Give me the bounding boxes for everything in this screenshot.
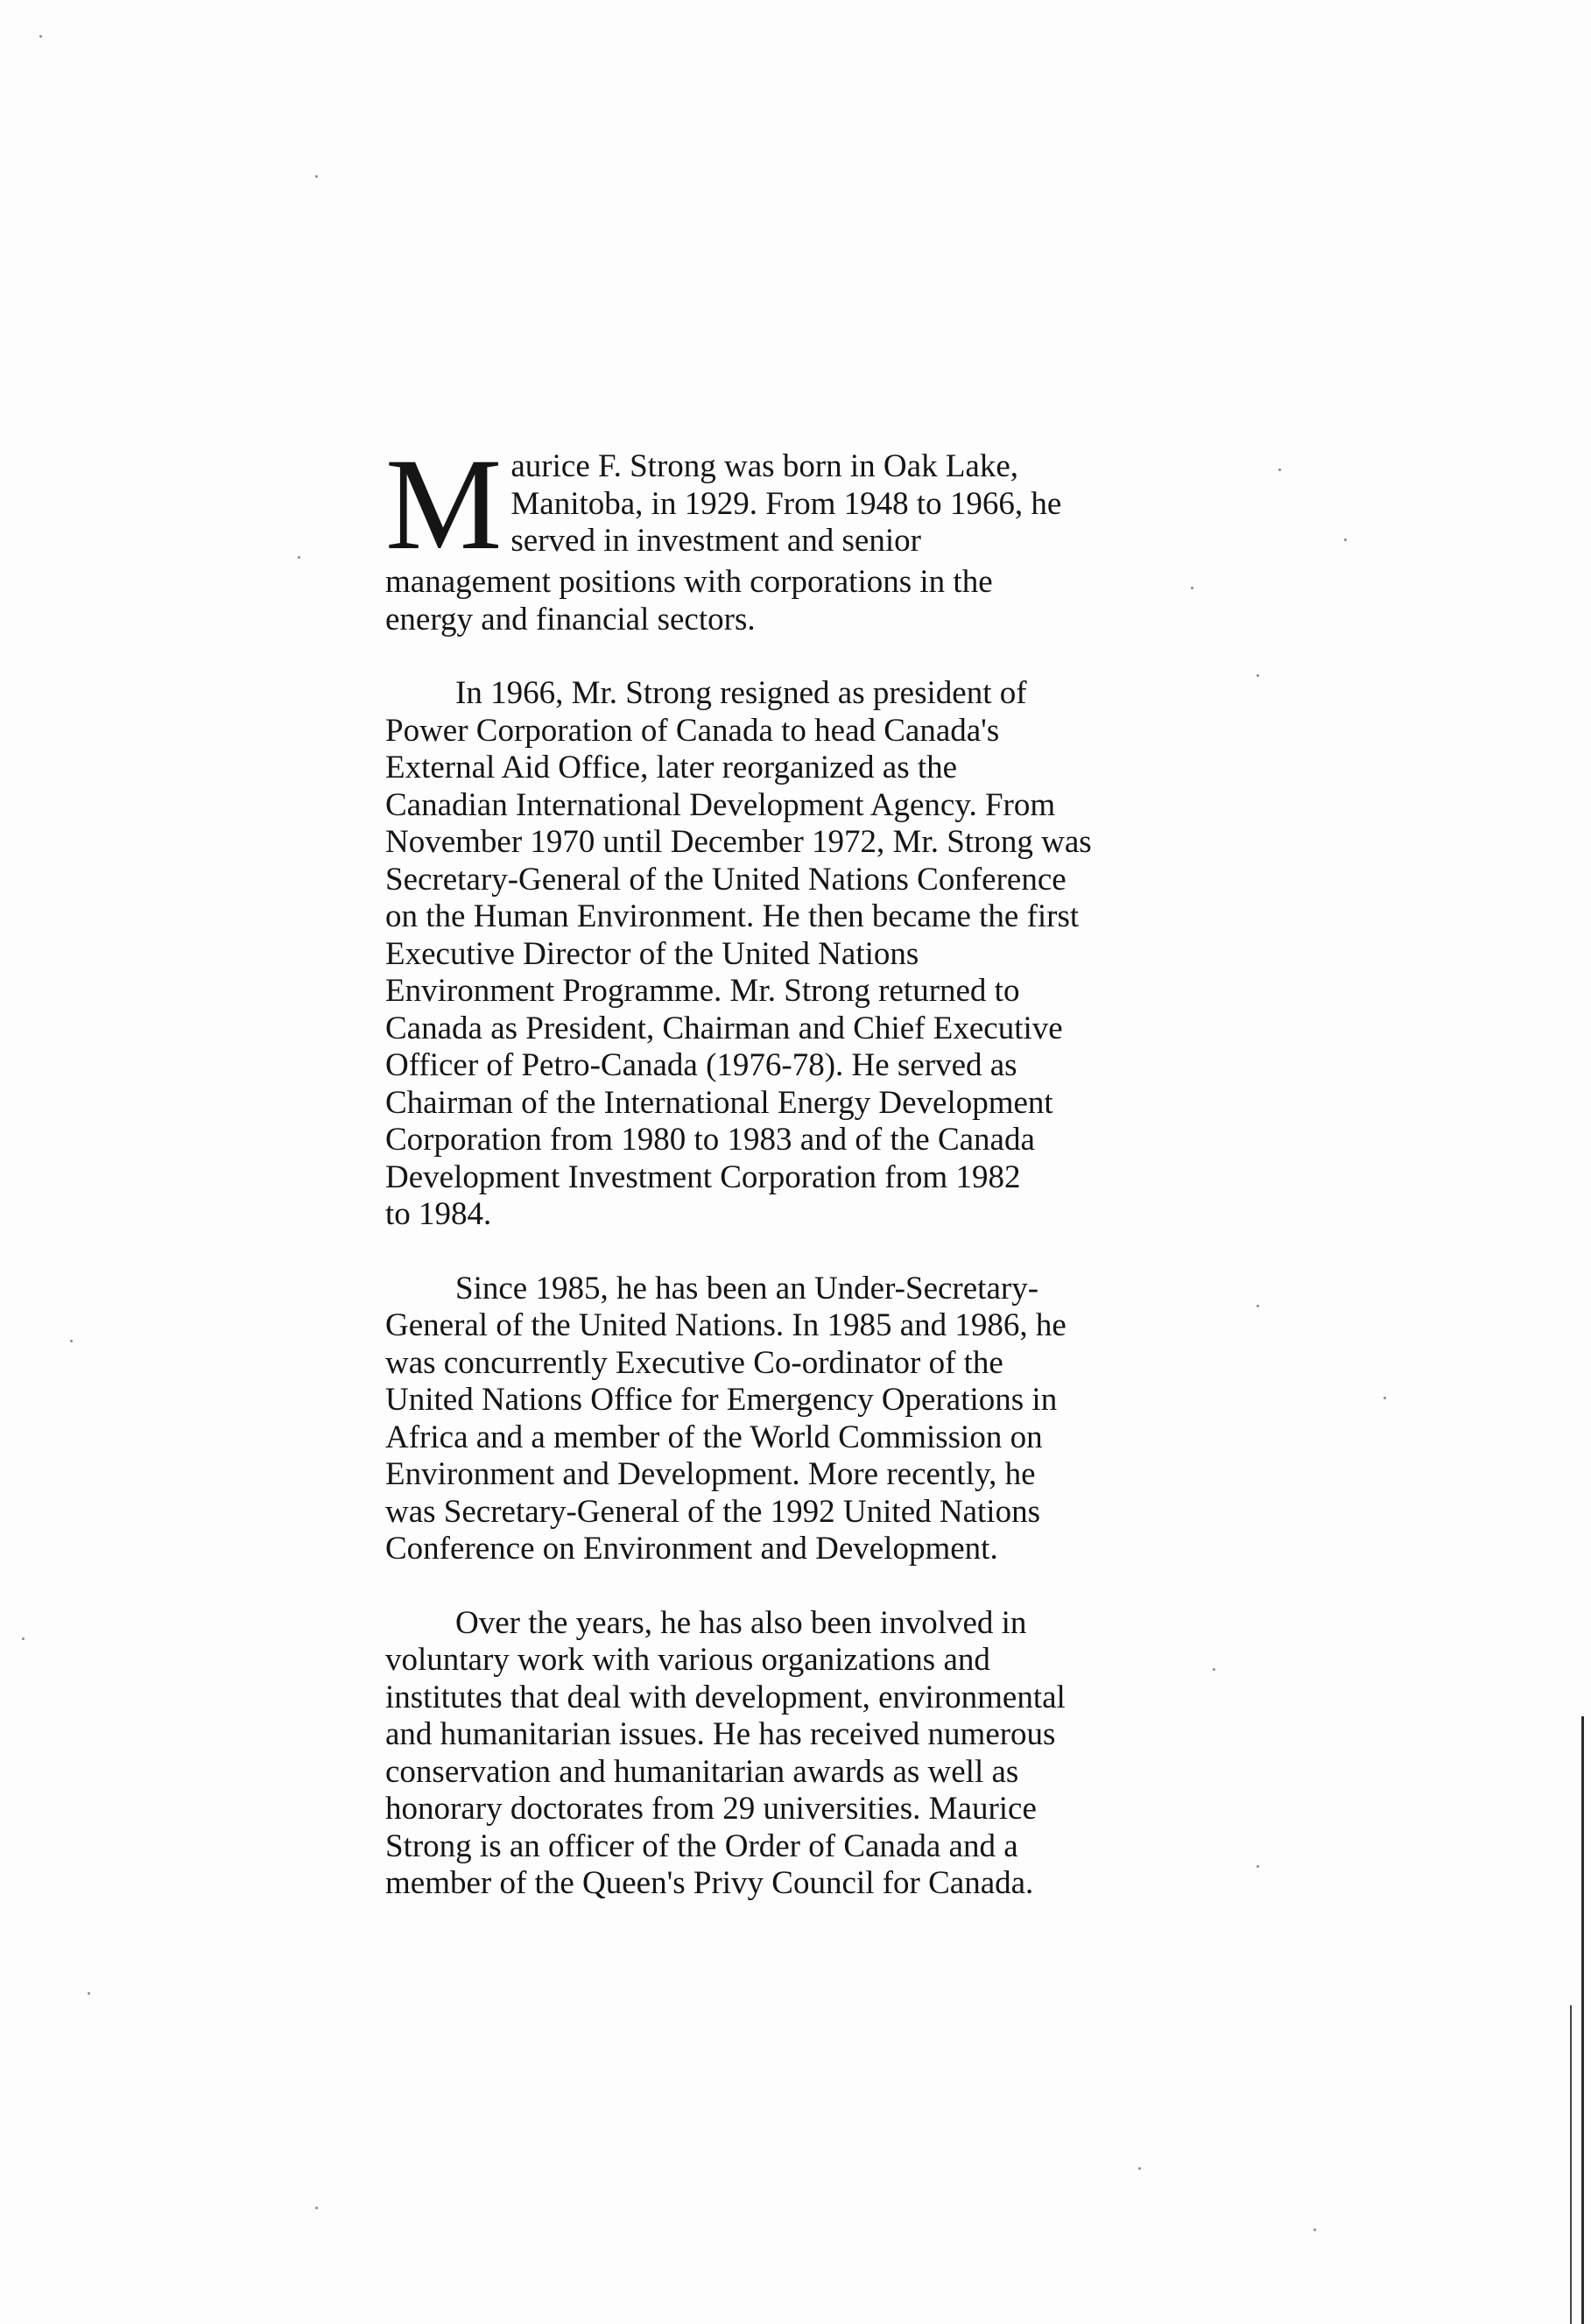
text-line: conservation and humanitarian awards as well as — [385, 1753, 1019, 1790]
text-line: institutes that deal with development, environmental — [385, 1679, 1066, 1715]
scan-speck — [1213, 1668, 1215, 1671]
text-line: Strong is an officer of the Order of Canada and a — [385, 1828, 1018, 1864]
text-line: Over the years, he has also been involved in — [455, 1604, 1027, 1641]
text-line: to 1984. — [385, 1196, 492, 1232]
scan-speck — [1383, 1397, 1386, 1399]
scan-edge-line — [1570, 2005, 1572, 2324]
scan-speck — [315, 175, 318, 178]
text-line: was Secretary-General of the 1992 United Nations — [385, 1493, 1040, 1530]
text-line: Officer of Petro-Canada (1976-78). He served as — [385, 1047, 1017, 1083]
scan-speck — [39, 35, 42, 38]
text-line: United Nations Office for Emergency Operations in — [385, 1382, 1058, 1418]
scan-speck — [1313, 2229, 1316, 2231]
scan-speck — [88, 1992, 90, 1995]
scan-speck — [1257, 674, 1259, 677]
text-line: Chairman of the International Energy Development — [385, 1084, 1053, 1121]
text-line: Manitoba, in 1929. From 1948 to 1966, he — [510, 485, 1062, 522]
paragraph-1 — [385, 432, 1208, 638]
text-line: Since 1985, he has been an Under-Secretary- — [455, 1270, 1039, 1306]
scan-speck — [1138, 2167, 1141, 2170]
text-line: voluntary work with various organizations and — [385, 1642, 990, 1678]
text-line: on the Human Environment. He then became the first — [385, 898, 1080, 934]
scan-edge-line — [1581, 1716, 1584, 2324]
biography-text — [385, 432, 1208, 1903]
paragraph-2 — [385, 675, 1208, 1234]
text-line: Canadian International Development Agency. From — [385, 786, 1056, 823]
text-line: External Aid Office, later reorganized as the — [385, 750, 958, 785]
paragraph-3 — [385, 1271, 1208, 1568]
text-line: aurice F. Strong was born in Oak Lake, — [510, 448, 1019, 484]
text-line: honorary doctorates from 29 universities. Maurice — [385, 1791, 1037, 1827]
scan-speck — [1257, 1305, 1259, 1307]
scan-speck — [1257, 1865, 1259, 1868]
text-line: Executive Director of the United Nations — [385, 935, 919, 972]
scan-speck — [70, 1340, 73, 1342]
paragraph-4 — [385, 1605, 1208, 1903]
text-line: was concurrently Executive Co-ordinator of the — [385, 1344, 1003, 1381]
text-line: Canada as President, Chairman and Chief Executive — [385, 1010, 1063, 1046]
scan-speck — [22, 1637, 25, 1640]
text-line: Environment and Development. More recently, he — [385, 1456, 1036, 1492]
text-line: Africa and a member of the World Commission on — [385, 1419, 1043, 1455]
text-line: served in investment and senior — [510, 523, 921, 559]
text-line: General of the United Nations. In 1985 and 1986, he — [385, 1307, 1067, 1343]
text-line: member of the Queen's Privy Council for Canada. — [385, 1865, 1034, 1901]
text-line: and humanitarian issues. He has received numerous — [385, 1716, 1056, 1752]
scan-speck — [1278, 468, 1281, 471]
text-line: November 1970 until December 1972, Mr. Strong was — [385, 824, 1092, 860]
text-line: Development Investment Corporation from 1982 — [385, 1158, 1021, 1195]
text-line: energy and financial sectors. — [385, 601, 756, 637]
scan-speck — [315, 2207, 318, 2209]
text-line: management positions with corporations in the — [385, 564, 993, 600]
scan-speck — [298, 556, 300, 559]
drop-cap: M — [385, 432, 501, 577]
text-line: In 1966, Mr. Strong resigned as president of — [455, 675, 1027, 711]
text-line: Environment Programme. Mr. Strong returned to — [385, 973, 1020, 1009]
text-line: Power Corporation of Canada to head Canada's — [385, 712, 1000, 749]
scan-speck — [1344, 539, 1347, 541]
text-line: Secretary-General of the United Nations Conference — [385, 861, 1067, 898]
text-line: Corporation from 1980 to 1983 and of the Canada — [385, 1122, 1035, 1158]
text-line: Conference on Environment and Development. — [385, 1531, 998, 1567]
